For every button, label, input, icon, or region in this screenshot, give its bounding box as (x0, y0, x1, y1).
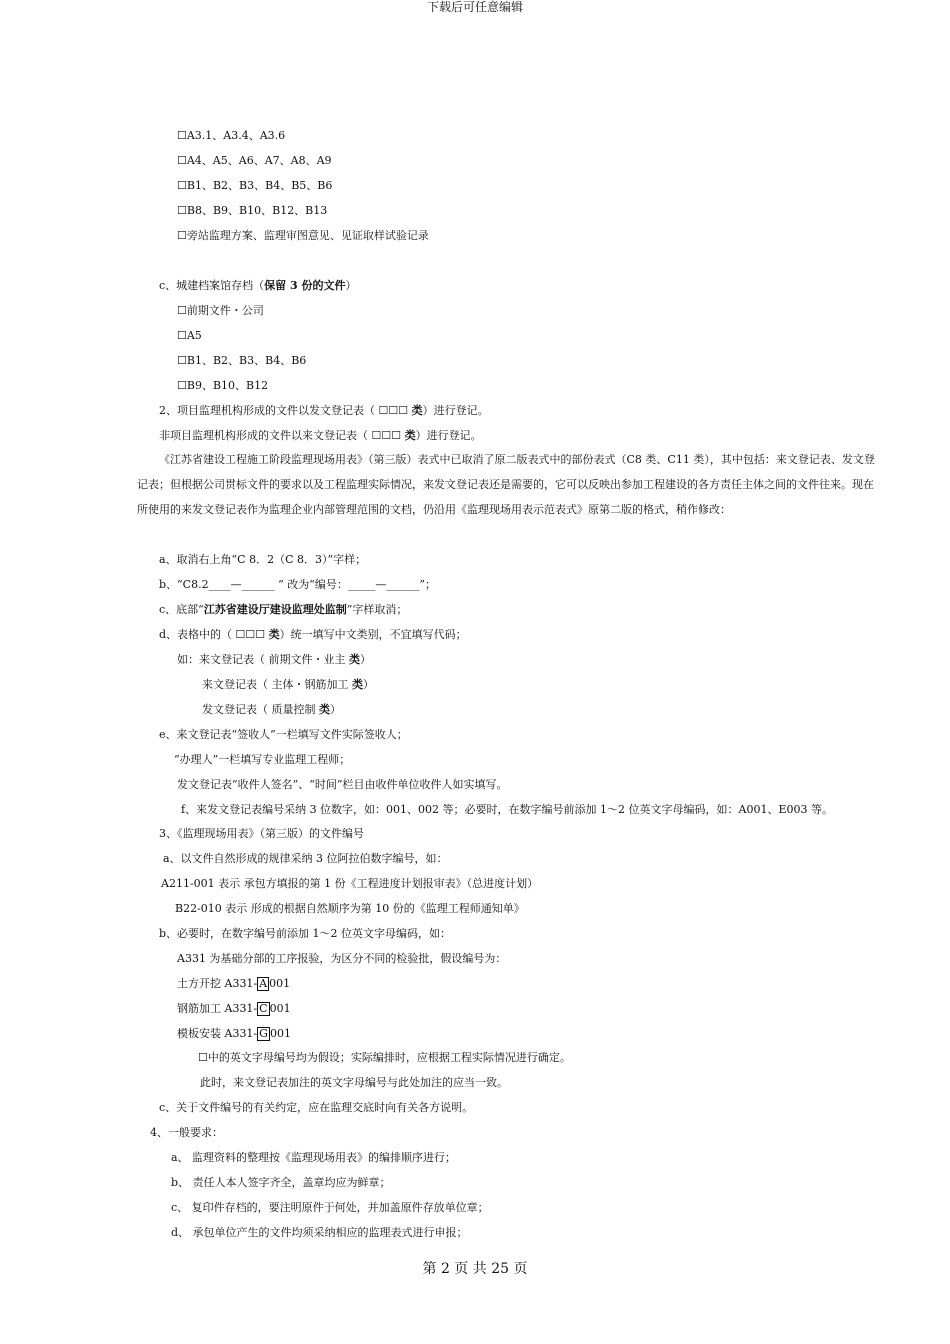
page-header: 下载后可任意编辑 (426, 0, 523, 14)
code-formwork-num: 001 (269, 1027, 291, 1040)
section-2-text: 2、项目监理机构形成的文件以发文登记表（ ☐☐☐ (159, 404, 412, 417)
letter-note-line: ☐中的英文字母编号均为假设；实际编排时，应根据工程实际情况进行确定。 (198, 1051, 571, 1064)
item-c-line (159, 603, 407, 617)
non-project-bold: 类 (404, 429, 416, 442)
example-1-text: 如：来文登记表（ 前期文件・业主 (177, 653, 349, 666)
archive-item-early-docs: ☐前期文件・公司 (177, 304, 264, 317)
item-d-line (159, 628, 467, 642)
code-earthwork (177, 977, 290, 991)
item-c-end: ”字样取消； (346, 603, 408, 616)
code-letter-box: A (259, 977, 268, 990)
consistency-note-line: 此时，来文登记表加注的英文字母编号与此处加注的应当一致。 (200, 1076, 508, 1089)
checkbox-line-b8: ☐B8、B9、B10、B12、B13 (177, 204, 328, 217)
code-earthwork-num: 001 (269, 977, 291, 990)
example-2-text: 来文登记表（ 主体・钢筋加工 (202, 678, 352, 691)
a331-line: A331 为基础分部的工序报验，为区分不同的检验批，假设编号为： (177, 952, 507, 965)
checkbox-line-b1: ☐B1、B2、B3、B4、B5、B6 (177, 179, 333, 192)
checkbox-line-supervision: ☐旁站监理方案、监理审图意见、见证取样试验记录 (177, 229, 429, 242)
general-req-a: a、 监理资料的整理按《监理现场用表》的编排顺序进行； (171, 1151, 457, 1164)
archive-item-a5: ☐A5 (177, 329, 202, 342)
non-project-line (159, 429, 482, 443)
recipient-line: 发文登记表“收件人签名”、“时间”栏目由收件单位收件人如实填写。 (177, 778, 508, 791)
archive-item-b9: ☐B9、B10、B12 (177, 379, 269, 392)
item-c-bold: 江苏省建设厅建设监理处监制 (203, 603, 347, 616)
code-formwork (177, 1027, 291, 1041)
example-line-3 (202, 703, 341, 717)
example-2-end: ） (363, 678, 374, 691)
section-3-heading: 3、《监理现场用表》（第三版）的文件编号 (159, 827, 364, 840)
general-req-b: b、 责任人本人签字齐全，盖章均应为鲜章； (171, 1176, 391, 1189)
item-f-line: f、来发文登记表编号采纳 3 位数字，如：001、002 等；必要时，在数字编号前添加 1～2 位英文字母编码，如：A001、E003 等。 (181, 803, 833, 816)
archive-item-b1: ☐B1、B2、B3、B4、B6 (177, 354, 307, 367)
example-1-bold: 类 (349, 653, 360, 666)
item-d-bold: 类 (268, 628, 280, 641)
non-project-text: 非项目监理机构形成的文件以来文登记表（ ☐☐☐ (159, 429, 405, 442)
example-1-end: ） (360, 653, 371, 666)
code-letter-box: C (259, 1002, 268, 1015)
code-letter-box: G (259, 1027, 268, 1040)
item-a-line: a、取消右上角“C 8．2（C 8．3）”字样； (159, 553, 367, 566)
section-2-bold: 类 (411, 404, 423, 417)
general-req-c: c、 复印件存档的，要注明原件于何处，并加盖原件存放单位章； (171, 1201, 489, 1214)
page-footer: 第 2 页 共 25 页 (422, 1261, 528, 1277)
example-b22: B22-010 表示 形成的根据自然顺序为第 10 份的《监理工程师通知单》 (175, 902, 525, 915)
example-3-end: ） (330, 703, 341, 716)
code-rebar-text: 钢筋加工 A331- (177, 1002, 258, 1015)
item-d-text: d、表格中的（ ☐☐☐ (159, 628, 269, 641)
general-req-d: d、 承包单位产生的文件均须采纳相应的监理表式进行申报； (171, 1226, 468, 1239)
example-line-2 (202, 678, 374, 692)
example-line-1 (177, 653, 371, 667)
section-2-line (159, 404, 489, 418)
code-rebar-num: 001 (269, 1002, 291, 1015)
numbering-b-line: b、必要时，在数字编号前添加 1～2 位英文字母编码，如： (159, 927, 452, 940)
example-3-text: 发文登记表（ 质量控制 (202, 703, 319, 716)
item-b-line: b、“C8.2____—______ ” 改为“编号：_____—______”； (159, 578, 436, 591)
item-e-line: e、来文登记表“签收人”一栏填写文件实际签收人； (159, 728, 408, 741)
code-formwork-text: 模板安装 A331- (177, 1027, 258, 1040)
code-earthwork-text: 土方开挖 A331- (177, 977, 258, 990)
example-a211: A211-001 表示 承包方填报的第 1 份《工程进度计划报审表》（总进度计划） (161, 877, 539, 890)
section-4-heading: 4、一般要求： (150, 1126, 223, 1139)
example-3-bold: 类 (319, 703, 330, 716)
numbering-a-line: a、以文件自然形成的规律采纳 3 位阿拉伯数字编号，如： (163, 852, 448, 865)
section-2-end: ）进行登记。 (422, 404, 489, 417)
archive-heading-bold: 保留 3 份的文件 (264, 279, 346, 292)
archive-heading-text: c、城建档案馆存档（ (159, 279, 265, 292)
item-d-end: ）统一填写中文类别，不宜填写代码； (279, 628, 467, 641)
checkbox-line-a4: ☐A4、A5、A6、A7、A8、A9 (177, 154, 332, 167)
handler-line: “办理人”一栏填写专业监理工程师； (174, 753, 351, 766)
body-paragraph: 《江苏省建设工程施工阶段监理现场用表》（第三版）表式中已取消了原二版表式中的部份表式（C8 类、C11 类），其中包括：来文登记表、发文登记表；但根据公司贯标文件的要求以及工程监理实际情况，来发文登记表还是需要的，它可以反映出参加工程建设的各方责任主体之间的文件往来。现在所使用的来发文登记表作为监理企业内部管理范围的文档，仍沿用《监理现场用表示范表式》原第二版的格式，稍作修改： (137, 453, 875, 516)
numbering-c-line: c、关于文件编号的有关约定，应在监理交底时向有关各方说明。 (159, 1101, 474, 1114)
item-c-text: c、底部“ (159, 603, 204, 616)
non-project-end: ）进行登记。 (415, 429, 482, 442)
example-2-bold: 类 (352, 678, 363, 691)
code-rebar (177, 1002, 291, 1016)
checkbox-line-a3: ☐A3.1、A3.4、A3.6 (177, 129, 286, 142)
archive-heading (159, 279, 357, 293)
archive-heading-end: ） (345, 279, 357, 292)
